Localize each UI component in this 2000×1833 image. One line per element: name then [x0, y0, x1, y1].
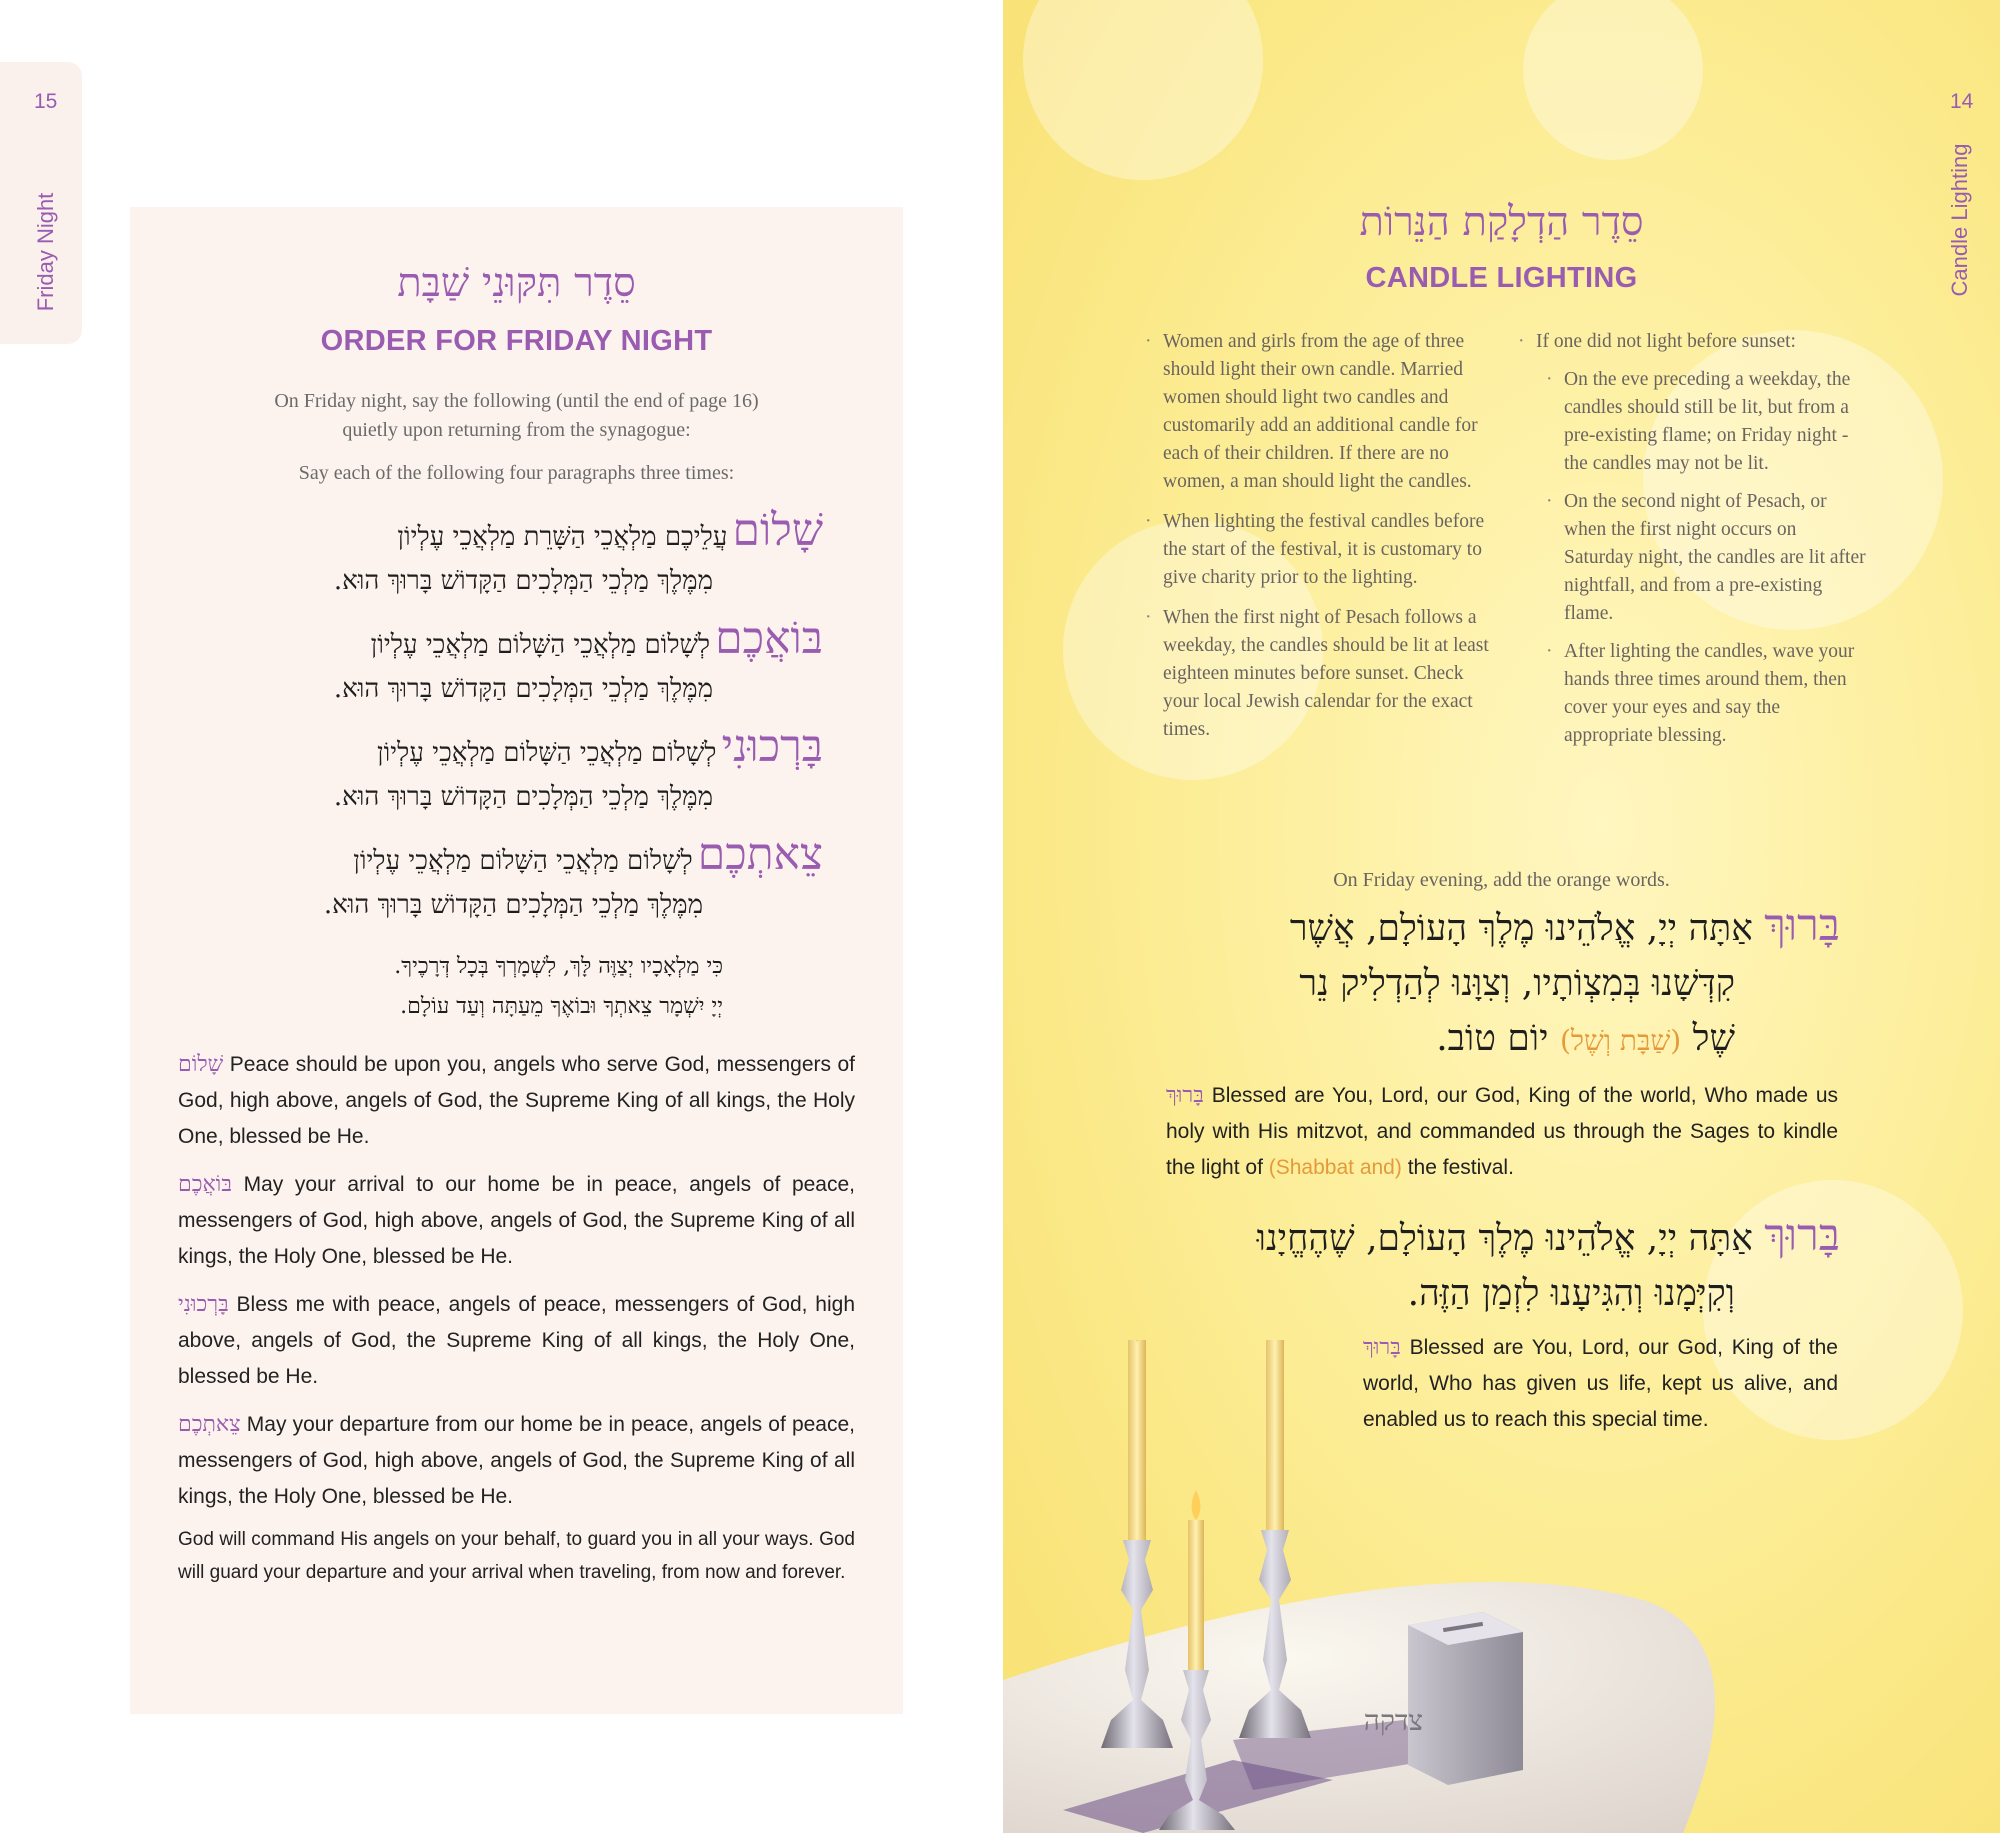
instruction-lead: · If one did not light before sunset: — [1516, 328, 1866, 356]
candle — [1128, 1340, 1146, 1540]
translation-text: Peace should be upon you, angels who serve God, messengers of God, high above, angels of God, the Supreme King of all kings, the Holy One, blessed be He. — [178, 1053, 855, 1148]
table — [1003, 1582, 1715, 1833]
instruction-item: · Women and girls from the age of three should light their own candle. Married women should light two candles and customarily add an additional candle for each of their children. If there are no women, a man should light the candles. — [1143, 328, 1493, 496]
stanza — [183, 613, 823, 711]
intro-repeat: Say each of the following four paragraphs three times: — [298, 462, 735, 484]
stanza-line: מִמֶּלֶךְ מַלְכֵי הַמְּלָכִים הַקָּדוֹשׁ בָּרוּךְ הוּא. — [333, 782, 713, 812]
translation-lead: שָׁלוֹם — [178, 1052, 224, 1077]
stanza-line: עֲלֵיכֶם מַלְאֲכֵי הַשָּׁרֵת מַלְאֲכֵי עֶלְיוֹן — [397, 522, 728, 552]
instructions-left — [1143, 328, 1493, 756]
verse-line: כִּי מַלְאָכָיו יְצַוֶּה לָּךְ, לִשְׁמָרְךָ בְּכָל דְּרָכֶיךָ. — [394, 954, 723, 979]
bokeh-light — [1023, 0, 1263, 180]
page-number: 14 — [1950, 90, 1974, 113]
blessing-translation — [1166, 1078, 1838, 1186]
blessing-line: וְקִיְּמָנוּ וְהִגִּיעָנוּ לִזְמַן הַזֶּה. — [1407, 1273, 1735, 1314]
translation-lead: צֵאתְכֶם — [178, 1412, 241, 1437]
blessing-word: שֶׁל — [1692, 1018, 1735, 1059]
friday-note: On Friday evening, add the orange words. — [1333, 869, 1670, 891]
translation-lead: בָּרוּךְ — [1363, 1335, 1401, 1360]
translation-lead: בּוֹאֲכֶם — [178, 1172, 232, 1197]
blessing-line-3 — [1120, 1011, 1735, 1068]
stanza-lead: בּוֹאֲכֶם — [715, 613, 823, 664]
translation-paragraph — [178, 1047, 855, 1155]
translation-paragraph — [178, 1167, 855, 1275]
title-hebrew: סֵדֶר הַדְלָקַת הַנֵּרוֹת — [1359, 199, 1644, 245]
stanza-line: לְשָׁלוֹם מַלְאֲכֵי הַשָּׁלוֹם מַלְאֲכֵי עֶלְיוֹן — [353, 846, 693, 876]
title-english: ORDER FOR FRIDAY NIGHT — [320, 325, 713, 357]
blessing-word: יוֹם טוֹב. — [1436, 1018, 1549, 1059]
stanza-lead: שָׁלוֹם — [732, 505, 823, 556]
blessing-lead: בָּרוּךְ — [1764, 900, 1840, 951]
stanza-line: מִמֶּלֶךְ מַלְכֵי הַמְּלָכִים הַקָּדוֹשׁ בָּרוּךְ הוּא. — [333, 566, 713, 596]
stanza-line: לְשָׁלוֹם מַלְאֲכֵי הַשָּׁלוֹם מַלְאֲכֵי עֶלְיוֹן — [377, 738, 717, 768]
flame-icon — [1192, 1490, 1201, 1520]
translation-text: May your departure from our home be in peace, angels of peace, messengers of God, high above, angels of God, the Supreme King of all kings, the Holy One, blessed be He. — [178, 1413, 855, 1508]
instruction-item: · On the eve preceding a weekday, the candles should still be lit, but from a pre-existing flame; on Friday night - the candles may not be lit. — [1544, 366, 1866, 478]
verse-translation: God will command His angels on your behalf, to guard you in all your ways. God will guard your departure and your arrival when traveling, from now and forever. — [178, 1529, 855, 1583]
intro-text: On Friday night, say the following (until the end of page 16) quietly upon returning from the synagogue: — [274, 390, 759, 441]
translation-text: Bless me with peace, angels of peace, messengers of God, high above, angels of God, the Supreme King of all kings, the Holy One, blessed be He. — [178, 1293, 856, 1388]
running-head: Friday Night — [33, 192, 58, 312]
instruction-item: · On the second night of Pesach, or when the first night occurs on Saturday night, the candles are lit after nightfall, and from a pre-existing flame. — [1544, 488, 1866, 628]
blessing-line: אַתָּה יְיָ, אֱלֹהֵינוּ מֶלֶךְ הָעוֹלָם, אֲשֶׁר — [1289, 908, 1753, 949]
stanza-line: לְשָׁלוֹם מַלְאֲכֵי הַשָּׁלוֹם מַלְאֲכֵי עֶלְיוֹן — [370, 630, 711, 660]
stanza-lead: בָּרְכוּנִי — [721, 721, 823, 772]
verse-line: יְיָ יִשְׁמָר צֵאתְךָ וּבוֹאֶךָ מֵעַתָּה וְעַד עוֹלָם. — [400, 994, 723, 1019]
blessing-hebrew — [1120, 1208, 1840, 1321]
stanza — [183, 721, 823, 819]
stanza — [183, 505, 823, 603]
translation-lead: בָּרוּךְ — [1166, 1083, 1204, 1108]
page-tab — [0, 62, 82, 344]
blessing-line: קִדְּשָׁנוּ בְּמִצְוֹתָיו, וְצִוָּנוּ לְהַדְלִיק נֵר — [1299, 963, 1735, 1004]
blessing-orange-words: (שַׁבָּת וְשֶׁל) — [1559, 1024, 1682, 1057]
page-number: 15 — [34, 90, 58, 113]
content-panel — [130, 207, 903, 1714]
instruction-item: · When the first night of Pesach follows a weekday, the candles should be lit at least eighteen minutes before sunset. Check your local Jewish calendar for the exact times. — [1143, 604, 1493, 744]
instructions-right — [1516, 328, 1866, 368]
title-hebrew: סֵדֶר תִּקּוּנֵי שַׁבָּת — [397, 260, 636, 306]
blessing-hebrew — [1120, 898, 1840, 1068]
bokeh-light — [1523, 0, 1703, 160]
instruction-item: · After lighting the candles, wave your hands three times around them, then cover your eyes and say the appropriate blessing. — [1544, 638, 1866, 750]
blessing-line: אַתָּה יְיָ, אֱלֹהֵינוּ מֶלֶךְ הָעוֹלָם, שֶׁהֶחֱיָנוּ — [1256, 1218, 1753, 1259]
translation-text: May your arrival to our home be in peace, angels of peace, messengers of God, high above, angels of God, the Supreme King of all kings, the Holy One, blessed be He. — [178, 1173, 855, 1268]
translation-text: Blessed are You, Lord, our God, King of the world, Who made us holy with His mitzvot, and commanded us through the Sages to kindle the light of — [1166, 1084, 1839, 1179]
translation-lead: בָּרְכוּנִי — [178, 1292, 229, 1317]
charity-box-label: צדקה — [1363, 1704, 1423, 1737]
verse — [223, 947, 723, 1027]
stanza — [183, 829, 823, 927]
right-page — [1003, 0, 2000, 1833]
blessing-lead: בָּרוּךְ — [1764, 1210, 1840, 1261]
candle-illustration — [1003, 1340, 2000, 1833]
translation-orange-words: (Shabbat and) — [1268, 1156, 1402, 1179]
stanza-line: מִמֶּלֶךְ מַלְכֵי הַמְּלָכִים הַקָּדוֹשׁ בָּרוּךְ הוּא. — [323, 890, 703, 920]
translation-text: the festival. — [1407, 1156, 1514, 1179]
translation-text: Blessed are You, Lord, our God, King of the world, Who has given us life, kept us alive, and enabled us to reach this special time. — [1363, 1336, 1838, 1431]
instruction-item: · When lighting the festival candles before the start of the festival, it is customary to give charity prior to the lighting. — [1143, 508, 1493, 592]
translation-paragraph — [178, 1287, 855, 1395]
translation-paragraph — [178, 1407, 855, 1515]
stanza-lead: צֵאתְכֶם — [697, 829, 823, 880]
instructions-right-sub — [1544, 366, 1866, 760]
candle — [1266, 1340, 1284, 1530]
stanza-line: מִמֶּלֶךְ מַלְכֵי הַמְּלָכִים הַקָּדוֹשׁ בָּרוּךְ הוּא. — [333, 674, 713, 704]
title-english: CANDLE LIGHTING — [1365, 262, 1638, 294]
candle — [1188, 1520, 1204, 1670]
running-head: Candle Lighting — [1947, 143, 1972, 297]
